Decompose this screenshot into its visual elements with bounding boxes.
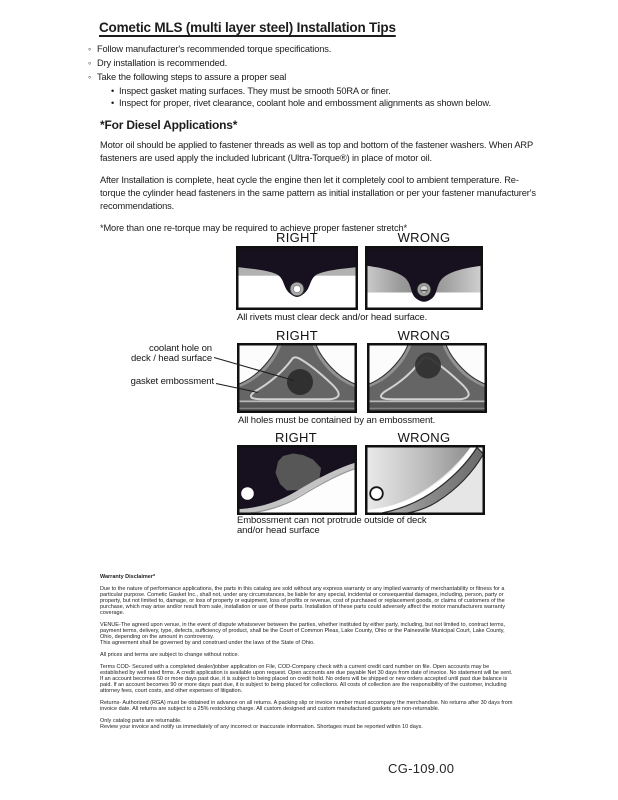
warranty-paragraph: VENUE-The agreed upon venue, in the event of dispute whatsoever between the parties, whether instituted by either party, including, but not limited to, contract terms, payment terms, delivery, type, defects, sufficiency of product, shall be the Court of Common Pleas, Lake County, Ohio or the Painesville Municipal Court, Lake County, Ohio, depending on the amount in controversy. [100,621,505,641]
coolant-hole [287,369,313,395]
bolt-hole-icon [370,487,383,500]
holes-wrong-panel [367,343,487,413]
gasket-embossment-label: gasket embossment [130,376,214,387]
rivets-right-label: RIGHT [276,230,318,245]
tip-text: Inspect gasket mating surfaces. They must be smooth 50RA or finer. [119,85,391,96]
tip-sub-item [111,85,530,97]
tip-text: Inspect for proper, rivet clearance, coolant hole and embossment alignments as shown below. [119,98,491,109]
holes-wrong-label: WRONG [397,328,451,343]
returns-paragraph-group [100,718,514,730]
warranty-heading: Warranty Disclaimer* [100,574,156,580]
tip-text: Take the following steps to assure a proper seal [97,71,287,82]
venue-paragraph-group [100,622,514,647]
warranty-paragraph: Only catalog parts are returnable. [100,717,182,724]
diesel-heading: *For Diesel Applications* [100,118,238,132]
bullet-icon: • [111,85,115,96]
diesel-paragraph: After Installation is complete, heat cycle the engine then let it completely cool to ambient temperature. Re-torque the cylinder head fasteners in the same pattern as initial installation or per your fastener manufacturer's recommendations. [100,175,536,211]
diesel-note: *More than one re-torque may be required to achieve proper fastener stretch* [100,223,407,233]
embossment-caption: Embossment can not protrude outside of deck and/or head surface [237,515,427,536]
warranty-paragraph: Terms COD- Secured with a completed dealer/jobber application on File, COD-Company check with a current credit card number on file. Open accounts may be established by well rated firms. A credit application is available upon request. Open accounts are due payable Net 30 days from date of invoice. No statement will be sent. If an account becomes 60 or more days past due, it is subject to being placed on credit hold. No orders will be shipped or new orders accepted until past due balance is paid. If an account becomes 90 or more days past due, it is subject to being placed for collections. All costs of collection are the responsibility of the customer, including attorney fees, court costs, and other expenses of litigation. [100,663,513,695]
hollow-bullet-icon: ◦ [88,44,92,54]
warranty-paragraph: Returns- Authorized (RGA) must be obtained in advance on all returns. A packing slip or invoice number must accompany the merchandise. No returns after 30 days from invoice date. All returns are subject to a 25% restocking charge. All custom designed and custom manufactured gaskets are non-returnable. [100,700,513,713]
coolant-hole [415,353,441,379]
holes-right-label: RIGHT [276,328,318,343]
page-number: CG-109.00 [388,761,455,776]
diesel-paragraph: Motor oil should be applied to fastener threads as well as top and bottom of the fastener washers. When ARP fasteners are used apply the included lubricant (Ultra-Torque®) in place of motor oil. [100,140,533,163]
hollow-bullet-icon: ◦ [88,57,92,68]
rivets-caption: All rivets must clear deck and/or head surface. [237,312,428,323]
warranty-paragraph: Due to the nature of performance applications, the parts in this catalog are sold without any express warranty or any implied warranty of merchantability or fitness for a particular purpose. Cometic Gasket Inc., shall not, under any circumstances, be liable for any special, incidental or consequential damages, including, person, party or property, but not limited to, damage, or loss of property or equipment, loss of profits or revenue, cost of purchased or replacement goods, or claims of customers of the purchase, which may arise and/or result from sale, installation or use of these parts. Installation of these parts could adversely affect the motor manufacturers warranty coverage. [100,585,505,617]
warranty-disclaimer-section [100,574,514,736]
tip-item [88,43,530,57]
tip-sub-item [111,97,530,109]
bolt-hole-icon [241,487,254,500]
embossment-right-label: RIGHT [275,430,317,445]
holes-right-panel [237,343,357,413]
warranty-paragraph: This agreement shall be governed by and construed under the laws of the State of Ohio. [100,640,315,647]
tip-text: Dry installation is recommended. [97,57,228,68]
warranty-paragraph: All prices and terms are subject to change without notice. [100,652,240,659]
tip-item [88,57,530,71]
holes-caption: All holes must be contained by an embossment. [238,415,436,426]
rivets-right-panel [236,246,358,310]
diesel-applications-section [100,118,538,244]
tip-item [88,71,530,85]
rivets-wrong-panel [365,246,483,310]
warranty-paragraph: Review your invoice and notify us immediately of any incorrect or inaccurate information. Shortages must be reported within 10 days. [100,723,423,730]
bullet-icon: • [111,98,115,109]
coolant-hole-label: coolant hole on deck / head surface [130,343,212,365]
embossment-wrong-label: WRONG [397,430,451,445]
embossment-right-panel [237,445,357,515]
rivets-wrong-label: WRONG [397,230,451,245]
page-title: Cometic MLS (multi layer steel) Installation Tips [99,20,396,35]
installation-tips-section [88,20,530,110]
tip-text: Follow manufacturer's recommended torque specifications. [97,44,332,54]
hollow-bullet-icon: ◦ [88,71,92,82]
embossment-wrong-panel [365,445,485,515]
